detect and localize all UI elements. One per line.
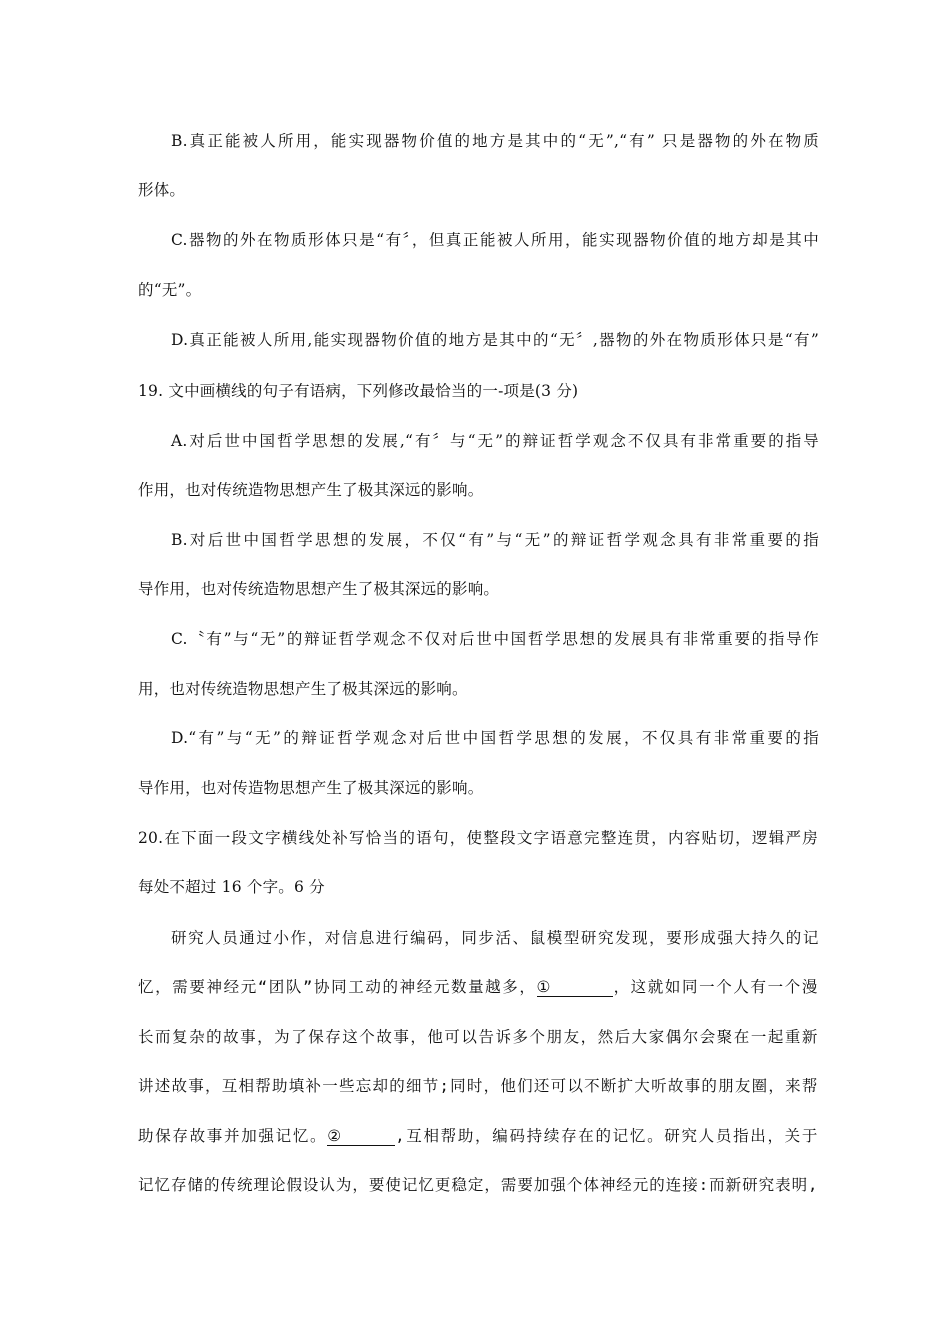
q19-option-c-line2: 用，也对传统造物思想产生了极其深远的影响。	[138, 680, 468, 698]
q19-option-b-line1: B.对后世中国哲学思想的发展，不仅“有”与“无”的辩证哲学观念具有非常重要的指	[171, 531, 819, 549]
answer-blank-2[interactable]: ②	[327, 1128, 395, 1146]
q20-passage-line1: 研究人员通过小作，对信息进行编码，同步活、鼠模型研究发现，要形成强大持久的记	[171, 929, 819, 947]
q20-passage-line5	[138, 1126, 818, 1146]
q20-passage-line5-after: ,互相帮助，编码持续存在的记忆。研究人员指出，关于	[395, 1127, 818, 1145]
q20-passage-line2	[138, 977, 818, 997]
q20-passage-line3: 长而复杂的故事，为了保存这个故事，他可以告诉多个朋友，然后大家偶尔会聚在一起重新	[138, 1028, 818, 1046]
q20-passage-line6: 记忆存储的传统理论假设认为，要使记忆更稳定，需要加强个体神经元的连接:而新研究表明,	[138, 1176, 818, 1194]
q18-option-c-line2: 的“无”。	[138, 281, 202, 299]
q18-option-d-line1: D.真正能被人所用,能实现器物价值的地方是其中的“无〞,器物的外在物质形体只是“有”	[171, 331, 819, 349]
q19-option-a-line1: A.对后世中国哲学思想的发展,“有〞与“无”的辩证哲学观念不仅具有非常重要的指导	[171, 432, 819, 450]
q18-option-b-line1: B.真正能被人所用，能实现器物价值的地方是其中的“无”,“有” 只是器物的外在物质	[171, 132, 819, 150]
q18-option-c-line1: C.器物的外在物质形体只是“有〞，但真正能被人所用，能实现器物价值的地方却是其中	[171, 231, 819, 249]
q19-option-d-line1: D.“有”与“无”的辩证哲学观念对后世中国哲学思想的发展，不仅具有非常重要的指	[171, 729, 819, 747]
q19-option-b-line2: 导作用，也对传统造物思想产生了极其深远的影响。	[138, 580, 500, 598]
q20-passage-line2-before: 忆，需要神经元“团队”协同工动的神经元数量越多，	[138, 978, 537, 996]
q19-stem: 19. 文中画横线的句子有语病，下列修改最恰当的一-项是(3 分)	[138, 382, 579, 400]
q19-option-a-line2: 作用，也对传统造物思想产生了极其深远的影响。	[138, 481, 484, 499]
q20-stem-line1: 20.在下面一段文字横线处补写恰当的语句，使整段文字语意完整连贯，内容贴切，逻辑严房	[138, 829, 818, 847]
q19-option-c-line1: C.〝有”与“无”的辩证哲学观念不仅对后世中国哲学思想的发展具有非常重要的指导作	[171, 630, 819, 648]
q20-passage-line5-before: 助保存故事并加强记忆。	[138, 1127, 328, 1145]
q19-option-d-line2: 导作用，也对传造物思想产生了极其深远的影响。	[138, 779, 484, 797]
q20-passage-line4: 讲述故事，互相帮助填补一些忘却的细节;同时，他们还可以不断扩大听故事的朋友圈，来帮	[138, 1077, 818, 1095]
q20-stem-line2: 每处不超过 16 个字。6 分	[138, 878, 325, 896]
q18-option-b-line2: 形体。	[138, 181, 186, 199]
q20-passage-line2-after: ，这就如同一个人有一个漫	[612, 978, 818, 996]
answer-blank-1[interactable]: ①	[537, 979, 613, 997]
